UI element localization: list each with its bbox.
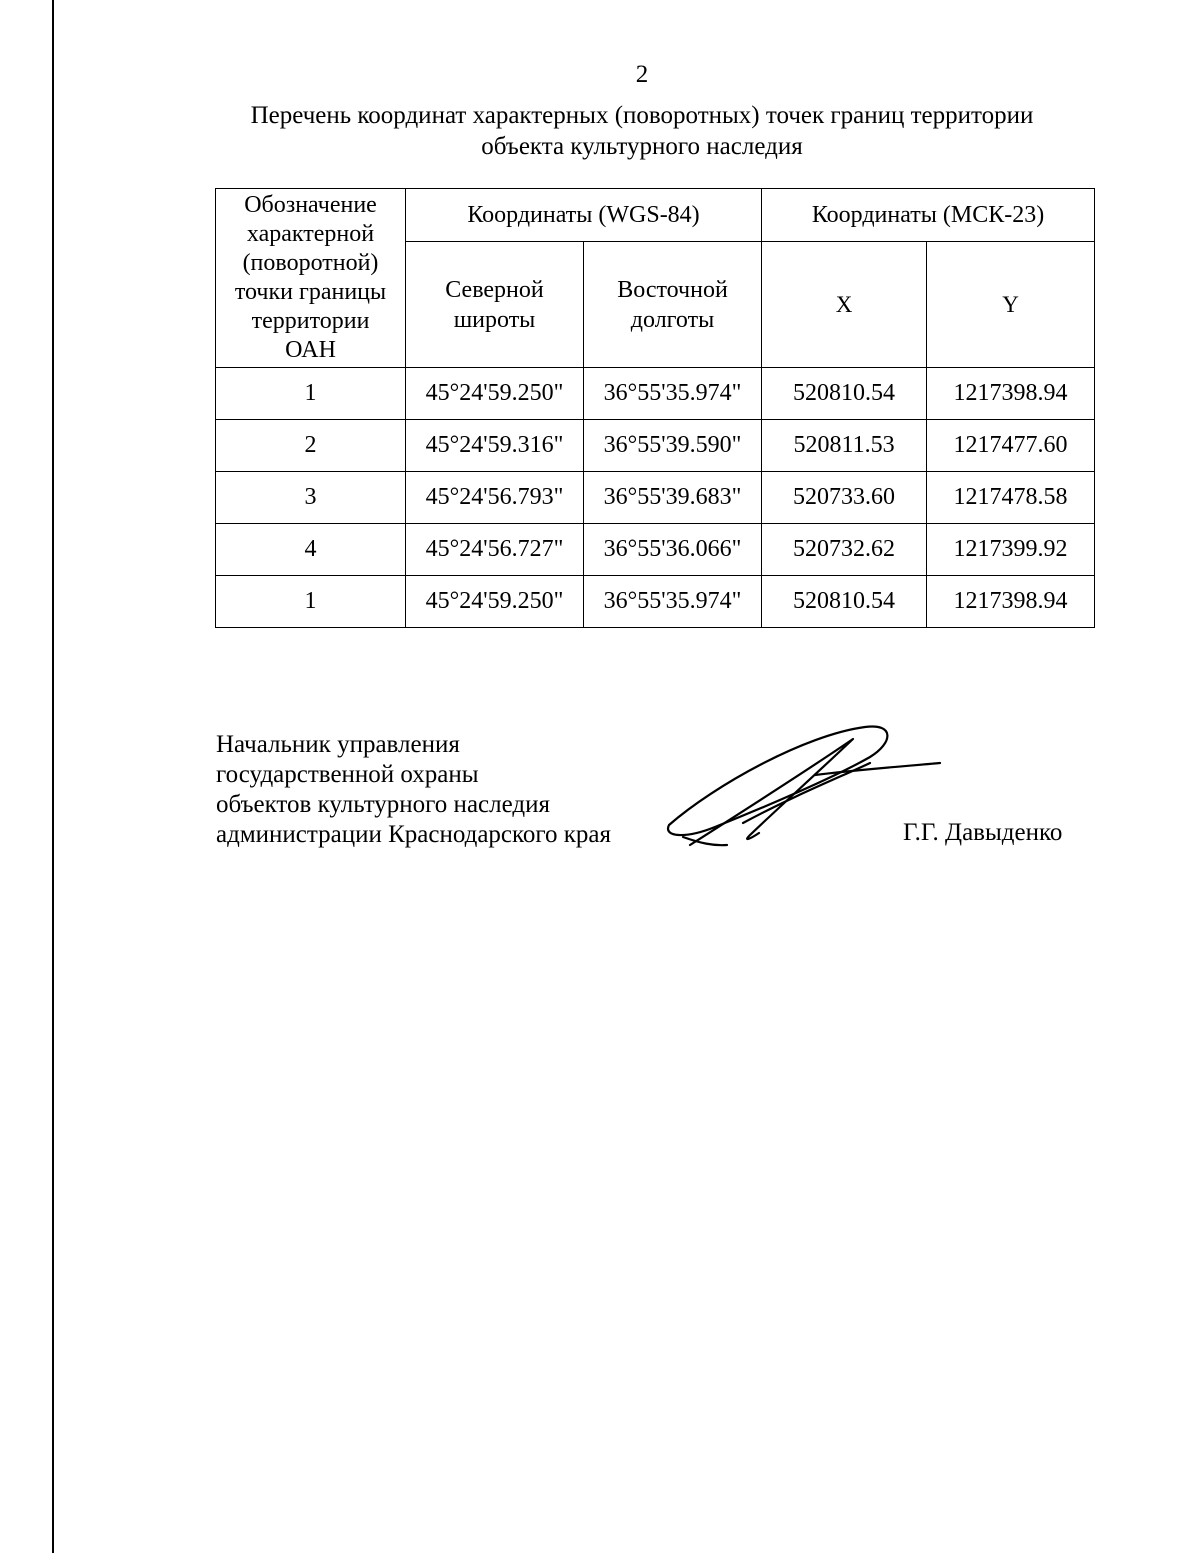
title-line-1: Перечень координат характерных (поворотных) точек границ территории [250,102,1034,129]
position-line: Начальник управления [216,731,460,758]
header-designation-line: ОАН [285,337,336,363]
cell-longitude: 36°55'39.590" [584,420,762,472]
header-longitude-line: долготы [630,306,715,333]
header-latitude-line: широты [453,306,536,333]
position-line: государственной охраны [216,761,479,788]
cell-longitude: 36°55'35.974" [584,576,762,628]
header-longitude [584,242,762,368]
header-latitude [406,242,584,368]
cell-latitude: 45°24'56.793" [406,472,584,524]
table-row [216,524,1095,576]
cell-x: 520810.54 [762,368,927,420]
header-designation [216,189,406,368]
table-header-row-1 [216,189,1095,242]
cell-longitude: 36°55'39.683" [584,472,762,524]
cell-x: 520732.62 [762,524,927,576]
cell-latitude: 45°24'59.250" [406,576,584,628]
cell-latitude: 45°24'59.316" [406,420,584,472]
cell-y: 1217399.92 [927,524,1095,576]
cell-y: 1217477.60 [927,420,1095,472]
table-row [216,472,1095,524]
cell-y: 1217398.94 [927,368,1095,420]
cell-x: 520811.53 [762,420,927,472]
header-designation-line: характерной [246,221,375,247]
cell-point: 2 [216,420,406,472]
cell-longitude: 36°55'36.066" [584,524,762,576]
signatory-name: Г.Г. Давыденко [903,819,1063,846]
cell-point: 3 [216,472,406,524]
table-row [216,576,1095,628]
signatory-position [216,730,611,850]
coordinates-table [215,188,1095,628]
header-designation-line: (поворотной) [242,250,379,276]
cell-point: 1 [216,368,406,420]
cell-longitude: 36°55'35.974" [584,368,762,420]
cell-y: 1217478.58 [927,472,1095,524]
header-longitude-line: Восточной [617,276,728,303]
cell-latitude: 45°24'59.250" [406,368,584,420]
header-designation-line: территории [251,308,370,334]
position-line: администрации Краснодарского края [216,821,612,848]
header-latitude-line: Северной [445,276,544,303]
header-designation-line: Обозначение [244,192,377,218]
header-x: X [762,242,927,368]
cell-latitude: 45°24'56.727" [406,524,584,576]
cell-point: 1 [216,576,406,628]
title-line-2: объекта культурного наследия [481,133,803,160]
document-title [200,100,1084,162]
scan-edge-line [52,0,54,1553]
header-designation-line: точки границы [234,279,387,305]
cell-x: 520810.54 [762,576,927,628]
header-msk23-group: Координаты (МСК-23) [762,189,1095,242]
header-y: Y [927,242,1095,368]
header-wgs84-group: Координаты (WGS-84) [406,189,762,242]
cell-x: 520733.60 [762,472,927,524]
page-number: 2 [635,61,649,88]
table-row [216,420,1095,472]
position-line: объектов культурного наследия [216,791,550,818]
cell-y: 1217398.94 [927,576,1095,628]
cell-point: 4 [216,524,406,576]
table-row [216,368,1095,420]
